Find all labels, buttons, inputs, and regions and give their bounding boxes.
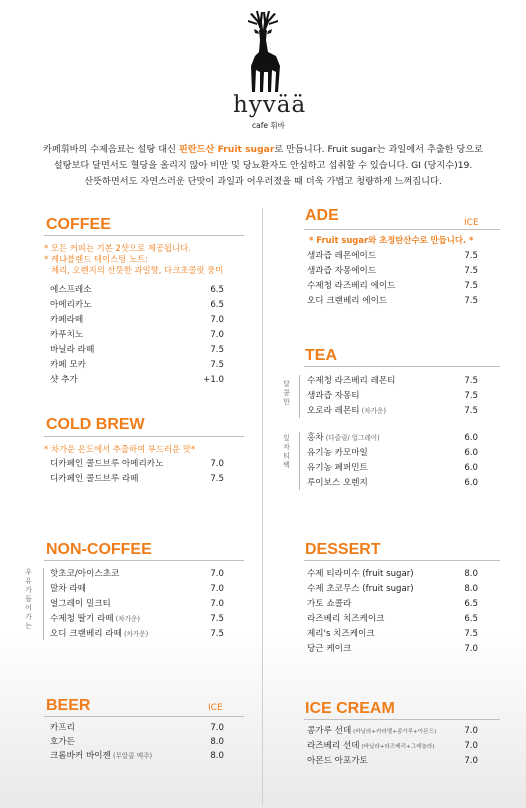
menu-item: 제리's 치즈케이크 7.5 [307, 629, 478, 639]
menu-item: 수제 티라미수 (fruit sugar) 8.0 [307, 569, 478, 579]
menu-item: 유기농 페퍼민트 6.0 [307, 463, 478, 473]
brand-subtitle: cafe 휘바 [252, 121, 285, 130]
menu-item: 콩가루 선데 (바닐라+카라멜+콩가루+아몬드) 7.0 [307, 726, 478, 736]
intro-line3: 산뜻하면서도 자연스러운 단맛이 과일과 어우러졌을 때 더욱 가볍고 청량하게 느껴집니다. [84, 176, 442, 187]
tea-title-underline [304, 366, 500, 367]
menu-item: 라즈베리 선데 (바닐라+라즈베리+그래놀라) 7.0 [307, 741, 478, 751]
intro-line1-b: 로 만듭니다. Fruit sugar는 과일에서 추출한 당으로 [274, 144, 484, 155]
menu-item: 수제 초코무스 (fruit sugar) 8.0 [307, 584, 478, 594]
menu-item: 핫초코/아이스초코 7.0 [50, 569, 224, 579]
menu-item: 가토 쇼콜라 6.5 [307, 599, 478, 609]
brand-logotype [230, 92, 307, 132]
coffee-note-2: * 케냐블렌드 테이스팅 노트: [44, 254, 148, 264]
menu-item: 디카페인 콜드브루 라떼 7.5 [50, 474, 224, 484]
intro-line2: 설탕보다 달면서도 혈당을 올리지 않아 비만 및 당뇨환자도 안심하고 섭취할 수 있습니다. GI (당지수)19. [53, 160, 473, 171]
ice-cream-title: ICE CREAM [305, 700, 395, 717]
menu-item: 에스프레소 6.5 [50, 285, 224, 295]
intro-text [10, 142, 516, 190]
ade-ice-label: ICE [464, 218, 479, 228]
column-divider [262, 208, 263, 805]
coffee-title-underline [44, 235, 244, 236]
cold-brew-title-underline [44, 436, 244, 437]
tea-side-label-sweet: 달콤한 [283, 380, 290, 406]
ade-note: * Fruit sugar와 초정탄산수로 만듭니다. * [309, 235, 474, 245]
intro-highlight: 핀란드산 Fruit sugar [178, 144, 275, 155]
menu-item: 말차 라떼 7.0 [50, 584, 224, 594]
menu-item: 카푸치노 7.0 [50, 330, 224, 340]
cold-brew-title: COLD BREW [46, 416, 145, 433]
non-coffee-title: NON-COFFEE [46, 541, 152, 558]
menu-item: 아몬드 아포가토 7.0 [307, 756, 478, 766]
menu-item: 아메리카노 6.5 [50, 300, 224, 310]
ice-cream-title-underline [304, 719, 500, 720]
menu-item: 오디 크랜베리 라떼 (차가운) 7.5 [50, 629, 224, 639]
non-coffee-title-underline [44, 560, 244, 561]
coffee-title: COFFEE [46, 216, 111, 233]
coffee-note-3: 체리, 오렌지의 산뜻한 과일향, 다크초콜릿 풍미 [51, 265, 224, 275]
cold-brew-note: * 차가운 온도에서 추출하여 부드러운 맛* [44, 444, 196, 454]
dessert-title: DESSERT [305, 541, 381, 558]
menu-item: 디카페인 콜드브루 아메리카노 7.0 [50, 459, 224, 469]
non-coffee-side-label: 우유가들어가는 [25, 568, 32, 630]
menu-item: 홍차 (다즐링/ 얼그레이) 6.0 [307, 433, 478, 443]
tea-group2-bar [299, 432, 300, 490]
menu-item: 크롬바커 바이젠 (무알콜 맥주) 8.0 [50, 751, 224, 761]
menu-item: 오로라 레몬티 (차가운) 7.5 [307, 406, 478, 416]
beer-ice-label: ICE [208, 703, 223, 713]
menu-item: 호가든 8.0 [50, 737, 224, 747]
non-coffee-group-bar [43, 568, 44, 640]
menu-item: 수제청 라즈베리 에이드 7.5 [307, 281, 478, 291]
dessert-title-underline [304, 560, 500, 561]
ade-title: ADE [305, 207, 339, 224]
beer-title-underline [44, 716, 244, 717]
brand-name: hyvää [233, 92, 307, 118]
beer-title: BEER [46, 697, 91, 714]
coffee-note-1: * 모든 커피는 기본 2샷으로 제공됩니다. [44, 243, 191, 253]
tea-title: TEA [305, 347, 337, 364]
menu-item: 생과즙 자몽에이드 7.5 [307, 266, 478, 276]
menu-item: 유기농 카모마일 6.0 [307, 448, 478, 458]
menu-item: 생과즙 자몽티 7.5 [307, 391, 478, 401]
menu-item: 생과즙 레몬에이드 7.5 [307, 251, 478, 261]
menu-item: 라즈베리 치즈케이크 6.5 [307, 614, 478, 624]
deer-logo-icon [228, 8, 298, 98]
tea-group1-bar [299, 375, 300, 418]
menu-item: 얼그레이 밀크티 7.0 [50, 599, 224, 609]
menu-item-extra-shot: 샷 추가 +1.0 [50, 375, 224, 385]
menu-item: 카페라떼 7.0 [50, 315, 224, 325]
menu-item: 당근 케이크 7.0 [307, 644, 478, 654]
menu-item: 오디 크랜베리 에이드 7.5 [307, 296, 478, 306]
intro-line1-a: 카페휘바의 수제음료는 설탕 대신 [42, 144, 179, 155]
menu-item: 루이보스 오렌지 6.0 [307, 478, 478, 488]
menu-item: 수제청 딸기 라떼 (차가운) 7.5 [50, 614, 224, 624]
menu-item: 카프리 7.0 [50, 723, 224, 733]
menu-item: 수제청 라즈베리 레몬티 7.5 [307, 376, 478, 386]
tea-side-label-leaf: 잎차티백 [283, 434, 290, 469]
ade-title-underline [304, 229, 500, 230]
menu-item: 바닐라 라떼 7.5 [50, 345, 224, 355]
menu-item: 카페 모카 7.5 [50, 360, 224, 370]
